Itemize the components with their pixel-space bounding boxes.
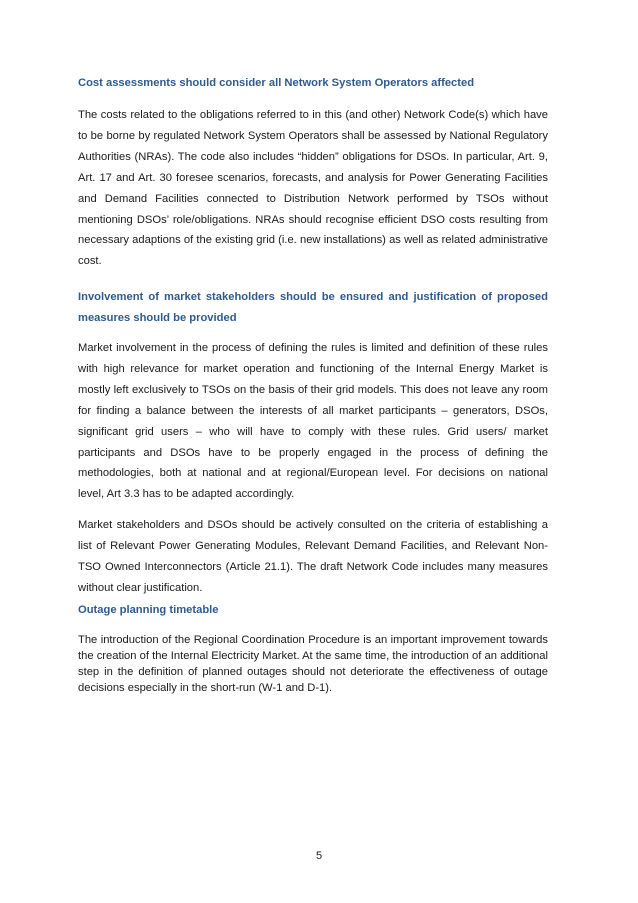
section-outage-planning xyxy=(78,600,548,696)
paragraph: The costs related to the obligations referred to in this (and other) Network Code(s) which have to be borne by regulated Network System Operators shall be assessed by National Regulatory Authorities (NRAs). The code also includes “hidden” obligations for DSOs. In particular, Art. 9, Art. 17 and Art. 30 foresee scenarios, forecasts, and analysis for Power Generating Facilities and Demand Facilities connected to Distribution Network performed by TSOs without mentioning DSOs’ role/obligations. NRAs should recognise efficient DSO costs resulting from necessary adaptions of the existing grid (i.e. new installations) as well as related administrative cost. xyxy=(78,109,548,268)
paragraph: The introduction of the Regional Coordination Procedure is an important improvement towards the creation of the Internal Electricity Market. At the same time, the introduction of an additional step in the definition of planned outages should not deteriorate the effectiveness of outage decisions especially in the short-run (W-1 and D-1). xyxy=(78,634,548,694)
paragraph: Market stakeholders and DSOs should be actively consulted on the criteria of establishing a list of Relevant Power Generating Modules, Relevant Demand Facilities, and Relevant Non-TSO Owned Interconnectors (Article 21.1). The draft Network Code includes many measures without clear justification. xyxy=(78,519,548,594)
section-heading: Outage planning timetable xyxy=(78,604,219,616)
section-market-stakeholders xyxy=(78,287,548,599)
section-heading: Cost assessments should consider all Network System Operators affected xyxy=(78,77,475,89)
section-cost-assessments xyxy=(78,73,548,272)
page-number: 5 xyxy=(315,850,323,862)
paragraph: Market involvement in the process of defining the rules is limited and definition of these rules with high relevance for market operation and functioning of the Internal Energy Market is mostly left exclusively to TSOs on the basis of their grid models. This does not leave any room for finding a balance between the interests of all market participants – generators, DSOs, significant grid users – who will have to comply with these rules. Grid users/ market participants and DSOs have to be properly engaged in the process of defining the methodologies, both at national and at regional/European level. For decisions on national level, Art 3.3 has to be adapted accordingly. xyxy=(78,342,548,501)
section-heading: Involvement of market stakeholders should be ensured and justification of proposed measures should be provided xyxy=(78,291,548,324)
